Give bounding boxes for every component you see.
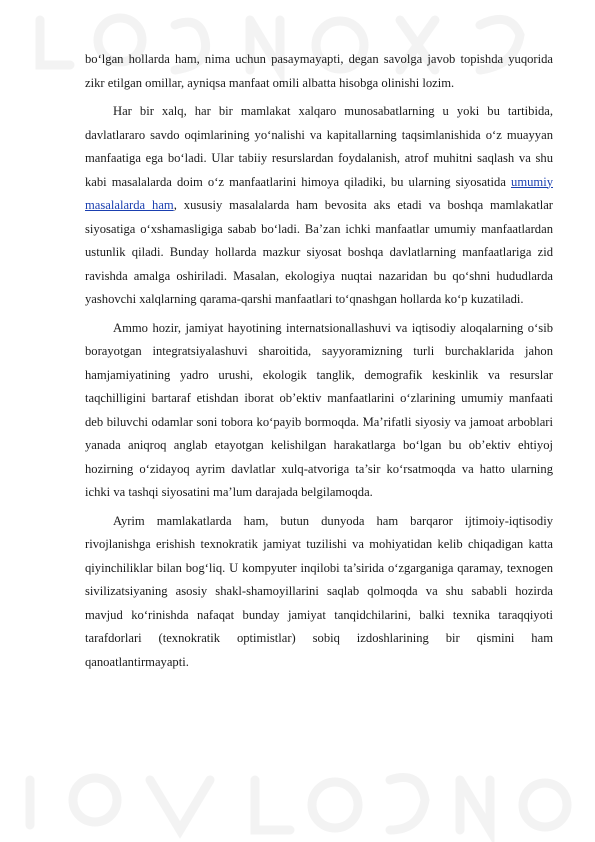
paragraph-1 (85, 48, 553, 95)
document-body (85, 48, 553, 679)
paragraph-2 (85, 100, 553, 312)
paragraph-2-text-after: , xususiy masalalarda ham bevosita aks etadi va boshqa mamlakatlar siyosatiga o‘xshamasligiga sabab bo‘ladi. Ba’zan ichki manfaatlar umumiy manfaatlardan ustunlik qiladi. Bunday hollarda mazkur siyosat boshqa davlatlarning manfaatlariga zid ravishda amalga oshiriladi. Masalan, ekologiya nuqtai nazaridan bu qo‘shni hududlarda yashovchi xalqlarning qarama-qarshi manfaatlari to‘qnashgan hollarda ko‘p kuzatiladi. (85, 198, 553, 306)
paragraph-2-text-before: Har bir xalq, har bir mamlakat xalqaro munosabatlarning u yoki bu tartibida, davlatlararo savdo oqimlarining yo‘nalishi va kapitallarning taqsimlanishida o‘z muayyan manfaatiga ega bo‘ladi. Ular tabiiy resurslardan foydalanish, atrof muhitni saqlash va shu kabi masalalarda doim o‘z manfaatlarini himoya qiladiki, bu ularning siyosatida (85, 104, 553, 189)
paragraph-3 (85, 317, 553, 505)
umumiy-masalalarda-ham-link[interactable]: umumiy masalalarda ham (85, 174, 553, 212)
paragraph-3-text: Ammo hozir, jamiyat hayotining internatsionallashuvi va iqtisodiy aloqalarning o‘sib borayotgan integratsiyalashuvi sharoitida, sayyoramizning turli burchaklarida jahon hamjamiyatining yadro urushi, ekologik tanglik, demografik keskinlik va resurslar taqchilligini bartaraf etishdan iborat ob’ektiv manfaatlarini o‘zlarining umumiy manfaati deb biluvchi odamlar soni tobora ko‘payib bormoqda. Ma’rifatli siyosiy va jamoat arboblari yanada aniqroq anglab etayotgan kelishilgan harakatlarga bo‘lgan bu ob’ektiv ehtiyoj hozirning o‘zidayoq ayrim davlatlar xulq-atvoriga ta’sir ko‘rsatmoqda va hatto ularning ichki va tashqi siyosatini ma’lum darajada belgilamoqda. (85, 320, 553, 499)
paragraph-4-text: Ayrim mamlakatlarda ham, butun dunyoda ham barqaror ijtimoiy-iqtisodiy rivojlanishga erishish texnokratik jamiyat tuzilishi va mohiyatidan kelib chiqadigan katta qiyinchiliklar bilan bog‘liq. U kompyuter inqilobi ta’sirida o‘zgarganiga qaramay, texnogen sivilizatsiyaning asosiy shakl-shamoyillarini saqlab qolmoqda va shu sababli hozirda mavjud ko‘rinishda nafaqat bunday jamiyat tanqidchilarini, balki texnika taraqqiyoti tarafdorlari (texnokratik optimistlar) sobiq izdoshlarining bir qismini ham qanoatlantirmayapti. (85, 513, 553, 669)
paragraph-1-text: bo‘lgan hollarda ham, nima uchun pasaymayapti, degan savolga javob topishda yuqorida zikr etilgan omillar, ayniqsa manfaat omili albatta hisobga olinishi lozim. (85, 52, 553, 90)
paragraph-4 (85, 510, 553, 675)
